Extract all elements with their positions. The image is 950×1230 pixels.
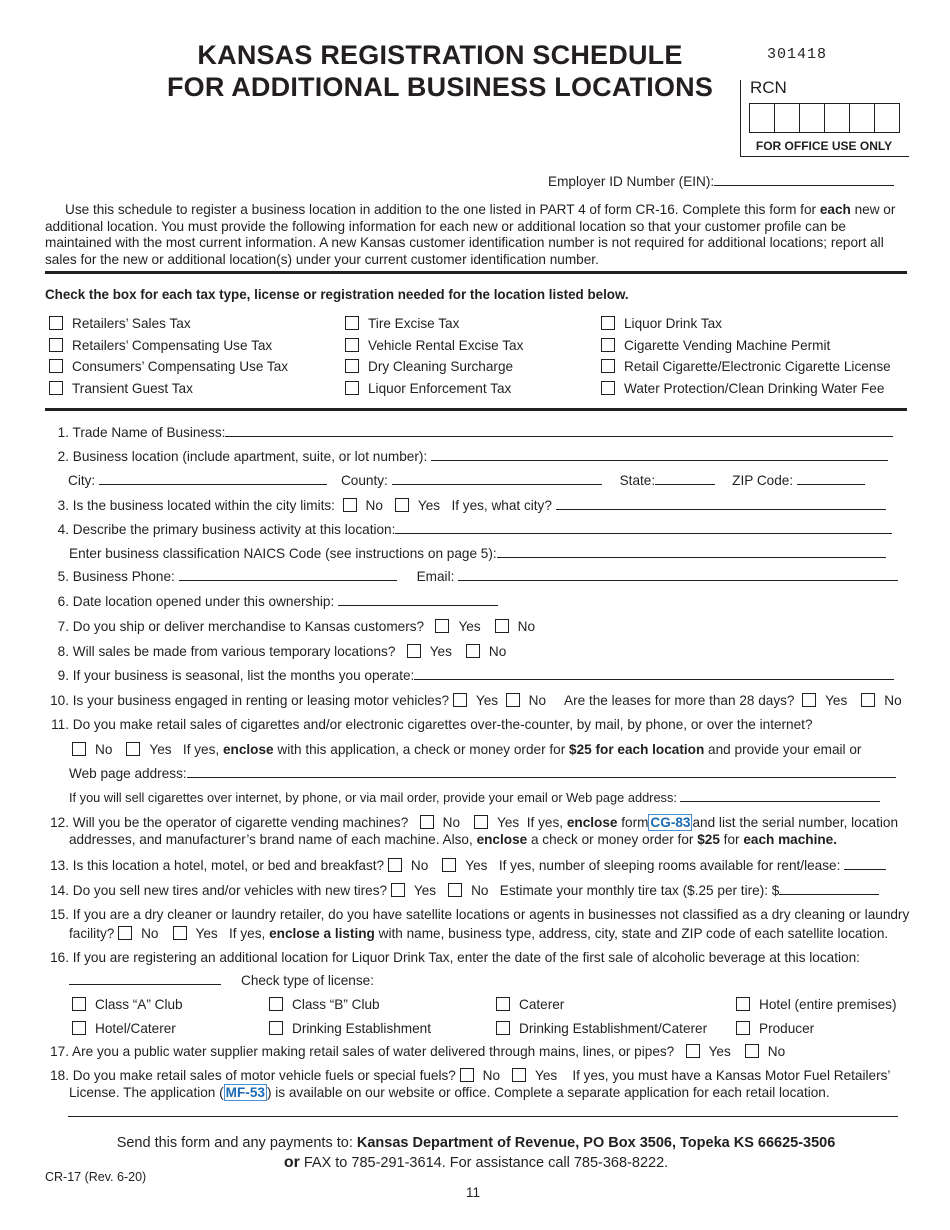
section-divider-middle bbox=[45, 408, 907, 411]
checkbox[interactable] bbox=[601, 316, 615, 330]
question-12-line2: addresses, and manufacturer’s brand name of each machine. Also, enclose a check or money order for $25 for each machine. bbox=[69, 832, 838, 847]
tax-option[interactable]: Dry Cleaning Surcharge bbox=[345, 356, 523, 378]
question-4: 4. Describe the primary business activity at this location: bbox=[45, 522, 892, 537]
checkbox[interactable] bbox=[72, 997, 86, 1011]
tax-column-2 bbox=[345, 313, 523, 400]
checkbox-no[interactable] bbox=[118, 926, 132, 940]
form-title-line1: KANSAS REGISTRATION SCHEDULE bbox=[197, 40, 683, 70]
question-2-address: City: County: State: ZIP Code: bbox=[68, 473, 865, 488]
checkbox-no[interactable] bbox=[420, 815, 434, 829]
checkbox[interactable] bbox=[736, 1021, 750, 1035]
checkbox-no[interactable] bbox=[506, 693, 520, 707]
page-number: 11 bbox=[466, 1185, 481, 1200]
date-opened-field[interactable] bbox=[338, 594, 498, 606]
checkbox-yes[interactable] bbox=[126, 742, 140, 756]
tax-column-1 bbox=[49, 313, 288, 400]
form-id: CR-17 (Rev. 6-20) bbox=[45, 1170, 147, 1184]
question-13: 13. Is this location a hotel, motel, or bed and breakfast? No Yes If yes, number of sleeping rooms available for rent/lease: bbox=[45, 858, 886, 873]
license-option[interactable]: Hotel/Caterer bbox=[72, 1021, 176, 1036]
question-18-line2: License. The application ( MF-53 ) is available on our website or office. Complete a separate application for each retail location. bbox=[69, 1085, 830, 1100]
checkbox[interactable] bbox=[736, 997, 750, 1011]
question-15: 15. If you are a dry cleaner or laundry retailer, do you have satellite locations or agents in businesses not classified as a dry cleaning or laundry bbox=[50, 907, 910, 922]
question-17: 17. Are you a public water supplier making retail sales of water delivered through mains, lines, or pipes? Yes No bbox=[50, 1044, 786, 1059]
checkbox[interactable] bbox=[345, 381, 359, 395]
rcn-input-cells[interactable] bbox=[749, 103, 900, 133]
checkbox-yes[interactable] bbox=[395, 498, 409, 512]
checkbox-yes[interactable] bbox=[686, 1044, 700, 1058]
cg-83-link[interactable]: CG-83 bbox=[650, 815, 691, 830]
ein-row bbox=[548, 174, 894, 189]
checkbox-no[interactable] bbox=[460, 1068, 474, 1082]
checkbox[interactable] bbox=[345, 338, 359, 352]
checkbox[interactable] bbox=[601, 338, 615, 352]
license-option[interactable]: Producer bbox=[736, 1021, 814, 1036]
internet-address-field[interactable] bbox=[680, 790, 880, 802]
checkbox-yes[interactable] bbox=[474, 815, 488, 829]
tax-section-heading: Check the box for each tax type, license or registration needed for the location listed below. bbox=[45, 287, 629, 302]
question-8: 8. Will sales be made from various temporary locations? Yes No bbox=[57, 644, 507, 659]
checkbox-yes[interactable] bbox=[442, 858, 456, 872]
city-limits-field[interactable] bbox=[556, 498, 886, 510]
question-11-internet: If you will sell cigarettes over internet, by phone, or via mail order, provide your email or Web page address: bbox=[69, 790, 880, 805]
question-6: 6. Date location opened under this ownership: bbox=[45, 594, 498, 609]
trade-name-field[interactable] bbox=[225, 425, 893, 437]
web-address-field[interactable] bbox=[187, 766, 896, 778]
business-location-field[interactable] bbox=[431, 449, 888, 461]
checkbox-no[interactable] bbox=[448, 883, 462, 897]
checkbox-no-leases[interactable] bbox=[861, 693, 875, 707]
checkbox-no[interactable] bbox=[495, 619, 509, 633]
mf-53-link[interactable]: MF-53 bbox=[225, 1085, 265, 1100]
checkbox[interactable] bbox=[345, 359, 359, 373]
question-5: 5. Business Phone: Email: bbox=[45, 569, 898, 584]
checkbox[interactable] bbox=[496, 997, 510, 1011]
checkbox[interactable] bbox=[49, 381, 63, 395]
checkbox[interactable] bbox=[269, 997, 283, 1011]
question-4-naics: Enter business classification NAICS Code (see instructions on page 5): bbox=[69, 546, 886, 561]
question-1: 1. Trade Name of Business: bbox=[45, 425, 893, 440]
question-12: 12. Will you be the operator of cigarette vending machines? No Yes If yes, enclose form CG-83 and list the serial number, location bbox=[50, 815, 899, 830]
checkbox[interactable] bbox=[49, 338, 63, 352]
ein-field[interactable] bbox=[714, 174, 894, 186]
license-option[interactable]: Hotel (entire premises) bbox=[736, 997, 897, 1012]
license-option[interactable]: Class “A” Club bbox=[72, 997, 183, 1012]
seasonal-months-field[interactable] bbox=[414, 668, 894, 680]
checkbox[interactable] bbox=[601, 359, 615, 373]
sleeping-rooms-field[interactable] bbox=[844, 858, 886, 870]
phone-field[interactable] bbox=[179, 569, 397, 581]
question-9: 9. If your business is seasonal, list the months you operate: bbox=[45, 668, 894, 683]
tax-option[interactable]: Transient Guest Tax bbox=[49, 378, 288, 400]
checkbox-no[interactable] bbox=[466, 644, 480, 658]
tax-column-3 bbox=[601, 313, 891, 400]
business-activity-field[interactable] bbox=[395, 522, 892, 534]
tax-option[interactable]: Liquor Drink Tax bbox=[601, 313, 891, 335]
tax-option[interactable]: Vehicle Rental Excise Tax bbox=[345, 335, 523, 357]
state-field[interactable] bbox=[655, 473, 715, 485]
checkbox-no[interactable] bbox=[72, 742, 86, 756]
fax-instructions: or FAX to 785-291-3614. For assistance call 785-368-8222. bbox=[283, 1154, 669, 1171]
question-7: 7. Do you ship or deliver merchandise to Kansas customers? Yes No bbox=[57, 619, 536, 634]
tax-option[interactable]: Cigarette Vending Machine Permit bbox=[601, 335, 891, 357]
checkbox-no[interactable] bbox=[388, 858, 402, 872]
checkbox-yes-leases[interactable] bbox=[802, 693, 816, 707]
ein-label: Employer ID Number (EIN): bbox=[548, 174, 715, 189]
tax-option[interactable]: Water Protection/Clean Drinking Water Fee bbox=[601, 378, 891, 400]
question-18: 18. Do you make retail sales of motor vehicle fuels or special fuels? No Yes If yes, you must have a Kansas Motor Fuel Retailers’ bbox=[50, 1068, 891, 1083]
license-option[interactable]: Drinking Establishment/Caterer bbox=[496, 1021, 707, 1036]
tax-option[interactable]: Retailers’ Compensating Use Tax bbox=[49, 335, 288, 357]
form-number: 301418 bbox=[767, 46, 828, 63]
naics-field[interactable] bbox=[497, 546, 886, 558]
checkbox[interactable] bbox=[269, 1021, 283, 1035]
section-divider-top bbox=[45, 271, 907, 274]
checkbox[interactable] bbox=[49, 316, 63, 330]
question-3: 3. Is the business located within the city limits: No Yes If yes, what city? bbox=[45, 498, 886, 513]
question-14: 14. Do you sell new tires and/or vehicles with new tires? Yes No Estimate your monthly tire tax ($.25 per tire): $ bbox=[45, 883, 879, 898]
checkbox[interactable] bbox=[496, 1021, 510, 1035]
question-2: 2. Business location (include apartment, suite, or lot number): bbox=[45, 449, 888, 464]
checkbox-yes[interactable] bbox=[407, 644, 421, 658]
tax-option[interactable]: Tire Excise Tax bbox=[345, 313, 523, 335]
office-use-label: FOR OFFICE USE ONLY bbox=[755, 139, 893, 153]
question-11-web: Web page address: bbox=[69, 766, 896, 781]
city-field[interactable] bbox=[99, 473, 327, 485]
question-15-line2: facility? No Yes If yes, enclose a listing with name, business type, address, city, state and ZIP code of each satellite location. bbox=[69, 926, 889, 941]
checkbox[interactable] bbox=[601, 381, 615, 395]
checkbox[interactable] bbox=[49, 359, 63, 373]
checkbox-yes[interactable] bbox=[453, 693, 467, 707]
license-option[interactable]: Class “B” Club bbox=[269, 997, 380, 1012]
send-instructions: Send this form and any payments to: Kansas Department of Revenue, PO Box 3506, Topeka KS 66625-3506 bbox=[116, 1135, 836, 1151]
checkbox-yes[interactable] bbox=[512, 1068, 526, 1082]
tax-option[interactable]: Consumers’ Compensating Use Tax bbox=[49, 356, 288, 378]
license-option[interactable]: Caterer bbox=[496, 997, 564, 1012]
tax-option[interactable]: Liquor Enforcement Tax bbox=[345, 378, 523, 400]
footer-divider bbox=[68, 1116, 898, 1117]
checkbox[interactable] bbox=[72, 1021, 86, 1035]
question-16: 16. If you are registering an additional location for Liquor Drink Tax, enter the date of the first sale of alcoholic beverage at this location: bbox=[50, 950, 860, 965]
question-11: 11. Do you make retail sales of cigarettes and/or electronic cigarettes over-the-counter, by mail, by phone, or over the internet? bbox=[51, 717, 813, 732]
tax-option[interactable]: Retailers’ Sales Tax bbox=[49, 313, 288, 335]
checkbox[interactable] bbox=[345, 316, 359, 330]
form-title-line2: FOR ADDITIONAL BUSINESS LOCATIONS bbox=[166, 72, 714, 102]
checkbox-no[interactable] bbox=[343, 498, 357, 512]
intro-paragraph: Use this schedule to register a business location in addition to the one listed in PART 4 of form CR-16. Complete this form for each new or additional location. You must provide the following information for each new or additional location so that your customer profile can be maintained with the most current information. A new Kansas customer identification number is not required for additional locations; report all sales for the new or additional location(s) under your current customer identification number. bbox=[45, 202, 896, 267]
tire-tax-field[interactable] bbox=[779, 883, 879, 895]
first-sale-date-field[interactable] bbox=[69, 973, 221, 985]
rcn-label: RCN bbox=[750, 78, 787, 97]
email-field[interactable] bbox=[458, 569, 898, 581]
checkbox-yes[interactable] bbox=[173, 926, 187, 940]
zip-field[interactable] bbox=[797, 473, 865, 485]
checkbox-no[interactable] bbox=[745, 1044, 759, 1058]
question-11-options: No Yes If yes, enclose with this application, a check or money order for $25 for each location and provide your email or bbox=[72, 742, 861, 757]
county-field[interactable] bbox=[392, 473, 602, 485]
checkbox-yes[interactable] bbox=[391, 883, 405, 897]
tax-option[interactable]: Retail Cigarette/Electronic Cigarette License bbox=[601, 356, 891, 378]
question-16-date: Check type of license: bbox=[69, 973, 374, 988]
question-10: 10. Is your business engaged in renting or leasing motor vehicles? Yes No Are the leases for more than 28 days? Yes No bbox=[50, 693, 902, 708]
license-option[interactable]: Drinking Establishment bbox=[269, 1021, 431, 1036]
checkbox-yes[interactable] bbox=[435, 619, 449, 633]
